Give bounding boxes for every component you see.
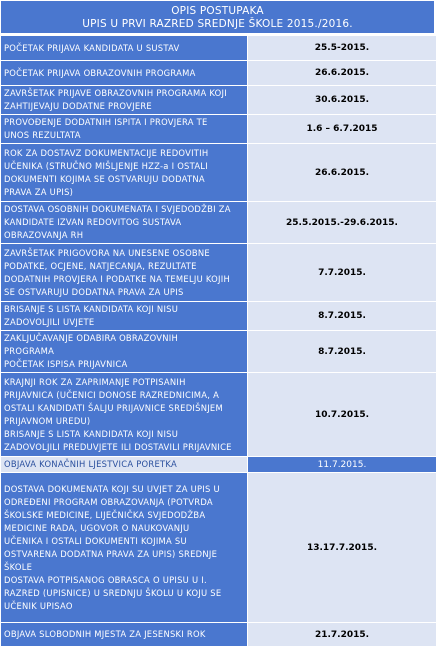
step-description-line: POČETAK PRIJAVA OBRAZOVNIH PROGRAMA: [4, 67, 196, 78]
schedule-row: [1, 202, 437, 244]
step-description-line: PROGRAMA: [4, 346, 55, 356]
step-description-line: PRIJAVNICA (UČENICI DONOSE RAZREDNICIMA, A: [4, 389, 220, 400]
step-date: 25.5.2015.-29.6.2015.: [248, 202, 437, 244]
step-date: 26.6.2015.: [248, 61, 437, 86]
step-description-line: OBJAVA SLOBODNIH MJESTA ZA JESENSKI ROK: [4, 629, 206, 639]
step-description-line: ZAHTIJEVAJU DODATNE PROVJERE: [4, 101, 152, 111]
step-description-line: DOSTAVA POTPISANOG OBRASCA O UPISU U I.: [4, 574, 207, 585]
step-description: [1, 36, 248, 61]
schedule-row: [1, 115, 437, 144]
step-description: [1, 115, 248, 144]
step-description: [1, 331, 248, 373]
schedule-row: [1, 373, 437, 457]
step-description-line: ZADOVOLJILI PREDUVJETE ILI DOSTAVILI PRIJAVNICE: [4, 441, 232, 452]
step-description-line: ZAVRŠETAK PRIGOVORA NA UNESENE OSOBNE: [4, 247, 210, 258]
step-description-line: ŠKOLSKE MEDICINE, LIJEČNIČKA SVJEDODŽBA: [4, 509, 206, 520]
step-description-line: PROVOĐENJE DODATNIH ISPITA I PROVJERA TE: [4, 117, 208, 127]
step-date: 25.5-2015.: [248, 36, 437, 61]
schedule-rows: [1, 36, 437, 647]
step-description-line: BRISANJE S LISTA KANDIDATA KOJI NISU: [4, 304, 179, 314]
schedule-row: [1, 86, 437, 115]
table-header: [0, 0, 435, 34]
step-description: [1, 623, 248, 647]
step-description-line: KRAJNJI ROK ZA ZAPRIMANJE POTPISANIH: [4, 376, 186, 387]
step-description-line: PODATKE, OCJENE, NATJECANJA, REZULTATE: [4, 260, 197, 271]
step-description-line: OBRAZOVANJA RH: [4, 230, 84, 240]
step-description-line: KANDIDATE IZVAN REDOVITOG SUSTAVA: [4, 217, 182, 227]
step-description-line: DOSTAVA DOKUMENATA KOJI SU UVJET ZA UPIS U: [4, 483, 220, 494]
schedule-row: [1, 144, 437, 202]
schedule-row: [1, 302, 437, 331]
step-description: [1, 373, 248, 457]
step-date: 26.6.2015.: [248, 144, 437, 202]
schedule-row: [1, 473, 437, 623]
step-date: 10.7.2015.: [248, 373, 437, 457]
step-date: 11.7.2015.: [248, 457, 437, 473]
step-description-line: ZADOVOLJILI UVJETE: [4, 317, 95, 327]
step-description: [1, 202, 248, 244]
step-description: [1, 244, 248, 302]
schedule-row: [1, 623, 437, 647]
step-description-line: POČETAK ISPISA PRIJAVNICA: [4, 359, 128, 369]
step-description-line: DOSTAVA OSOBNIH DOKUMENATA I SVJEDODŽBI ZA: [4, 204, 231, 214]
step-description-line: OSTALI KANDIDATI ŠALJU PRIJAVNICE SREDIŠNJEM: [4, 402, 223, 413]
schedule-table: [0, 35, 437, 647]
header-subtitle: UPIS U PRVI RAZRED SREDNJE ŠKOLE 2015./2016.: [82, 18, 353, 30]
schedule-row: [1, 244, 437, 302]
schedule-row: [1, 457, 437, 473]
step-description-line: OSTVARENA DODATNA PRAVA ZA UPIS) SREDNJE: [4, 548, 218, 559]
step-description-line: UČENIK UPISAO: [4, 600, 73, 611]
step-description-line: DOKUMENTI KOJIMA SE OSTVARUJU DODATNA: [4, 173, 205, 184]
step-description-line: MEDICINE RADA, UGOVOR O NAUKOVANJU: [4, 522, 190, 533]
step-description-line: UČENIKA (STRUČNO MIŠLJENJE HZZ-a I OSTALI: [4, 160, 208, 171]
header-title: OPIS POSTUPAKA: [171, 5, 264, 17]
step-description: [1, 144, 248, 202]
step-description: [1, 86, 248, 115]
step-description-line: UNOS REZULTATA: [4, 130, 81, 140]
step-description: [1, 302, 248, 331]
schedule-row: [1, 36, 437, 61]
schedule-row: [1, 331, 437, 373]
step-description-line: POČETAK PRIJAVA KANDIDATA U SUSTAV: [4, 42, 180, 53]
step-description-line: UČENIKA I OSTALI DOKUMENTI KOJIMA SU: [4, 535, 187, 546]
step-date: 7.7.2015.: [248, 244, 437, 302]
step-description-line: ŠKOLE: [4, 561, 33, 572]
step-date: 1.6 – 6.7.2015: [248, 115, 437, 144]
step-date: 8.7.2015.: [248, 302, 437, 331]
step-date: 13.17.7.2015.: [248, 473, 437, 623]
step-date: 30.6.2015.: [248, 86, 437, 115]
step-description-line: ROK ZA DOSTAVZ DOKUMENTACIJE REDOVITIH: [4, 147, 209, 158]
step-description: [1, 473, 248, 623]
schedule-row: [1, 61, 437, 86]
step-description: [1, 457, 248, 473]
step-description-line: PRAVA ZA UPIS): [4, 186, 74, 197]
step-description-line: ODREĐENI PROGRAM OBRAZOVANJA (POTVRDA: [4, 496, 213, 507]
step-description-line: SE OSTVARUJU DODATNA PRAVA ZA UPIS: [4, 286, 184, 297]
step-description-line: OBJAVA KONAČNIH LJESTVICA PORETKA: [4, 459, 177, 469]
step-description-line: BRISANJE S LISTA KANDIDATA KOJI NISU: [4, 428, 179, 439]
step-description-line: DODATNIH PROVJERA I PODATKE NA TEMELJU KOJIH: [4, 273, 230, 284]
step-date: 8.7.2015.: [248, 331, 437, 373]
step-description-line: PRIJAVNOM UREDU): [4, 415, 91, 426]
step-description-line: ZAVRŠETAK PRIJAVE OBRAZOVNIH PROGRAMA KOJI: [4, 88, 227, 98]
step-description: [1, 61, 248, 86]
step-date: 21.7.2015.: [248, 623, 437, 647]
step-description-line: ZAKLJUČAVANJE ODABIRA OBRAZOVNIH: [4, 333, 179, 343]
step-description-line: RAZRED (UPISNICE) U SREDNJU ŠKOLU U KOJU SE: [4, 587, 222, 598]
